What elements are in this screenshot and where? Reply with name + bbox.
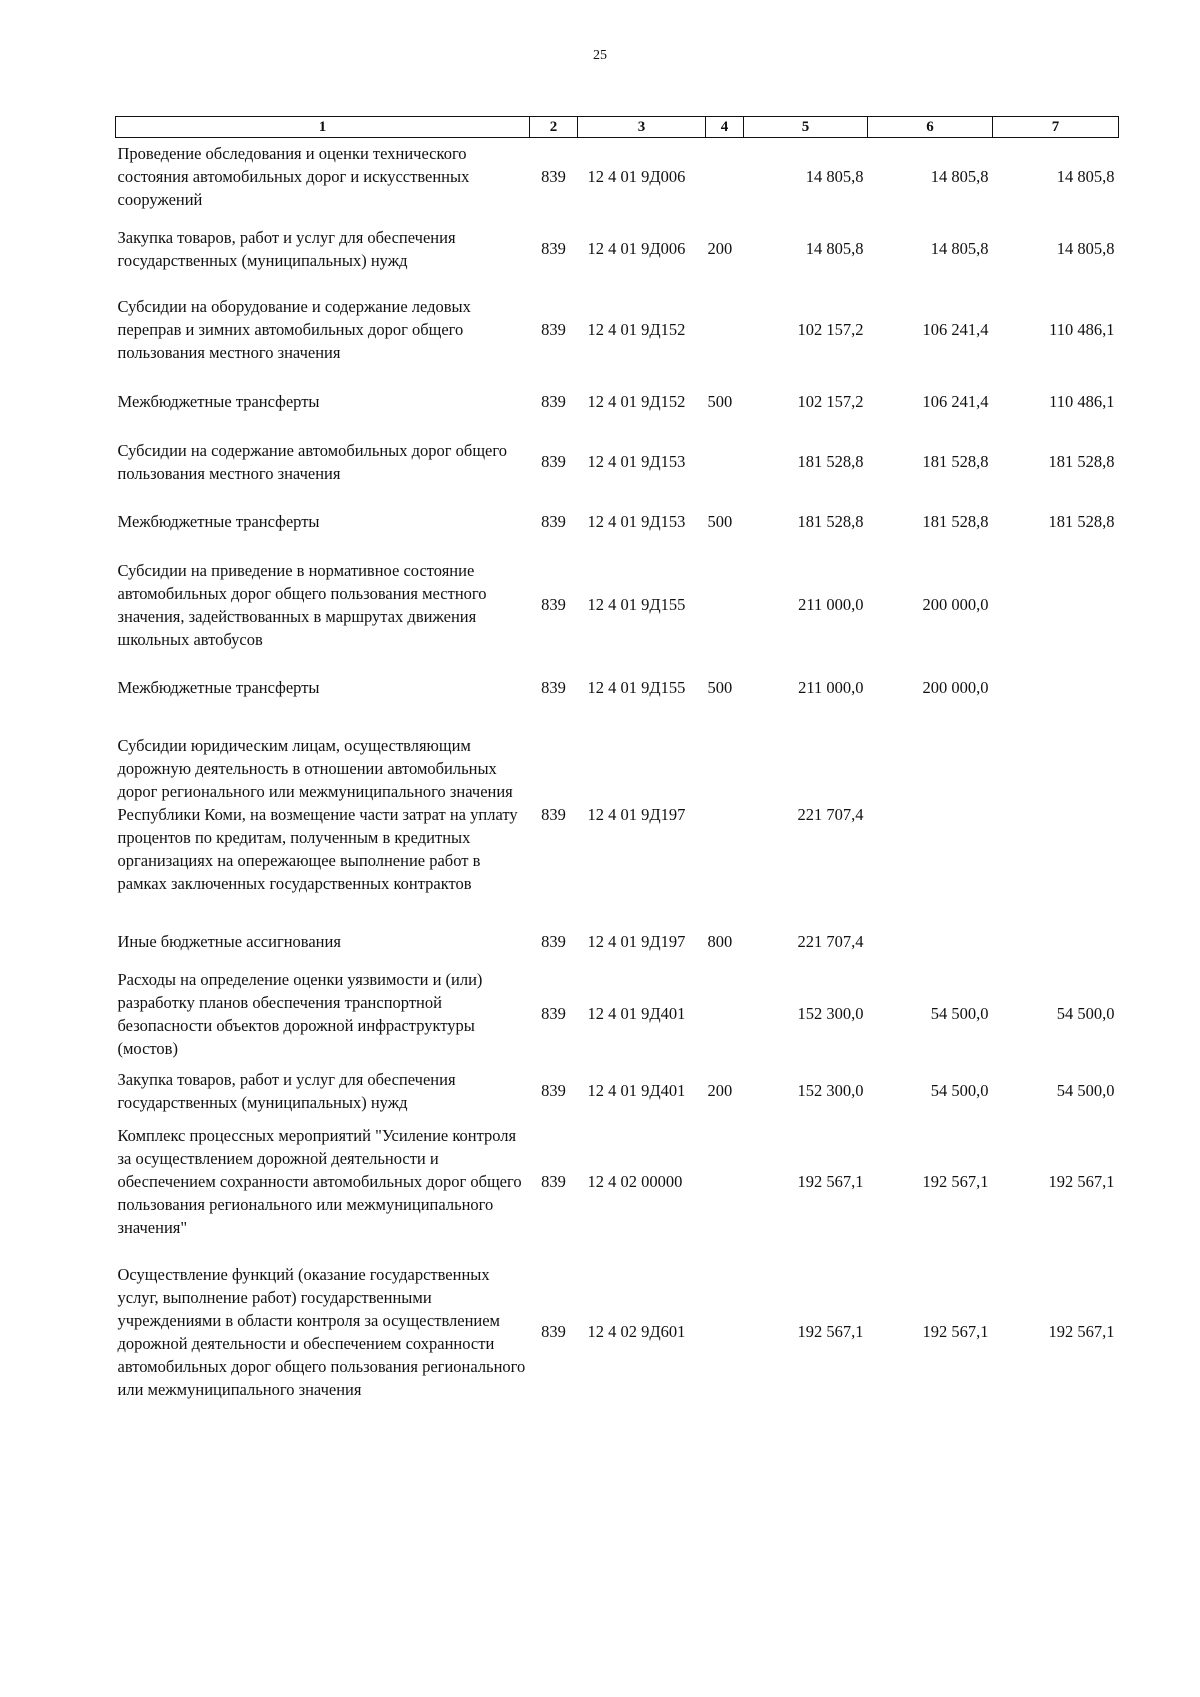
expense-type-cell: 200 bbox=[707, 1081, 733, 1100]
amount-year1-cell: 192 567,1 bbox=[797, 1172, 864, 1191]
gov-code-cell: 839 bbox=[541, 392, 566, 411]
header-row bbox=[116, 117, 1119, 138]
amount-year2-cell: 14 805,8 bbox=[930, 167, 989, 187]
gov-code-cell: 839 bbox=[541, 512, 566, 531]
amount-year2-cell: 181 528,8 bbox=[922, 512, 989, 531]
expense-type-cell bbox=[706, 138, 744, 216]
table-row bbox=[116, 966, 1119, 1062]
item-name-cell: Субсидии на приведение в нормативное состояние автомобильных дорог общего пользования местного значения, задействованных в маршрутах движения школьных автобусов bbox=[117, 560, 487, 649]
amount-year3-cell bbox=[993, 712, 1119, 918]
amount-year2-cell bbox=[868, 918, 993, 966]
page-number: 25 bbox=[593, 48, 607, 63]
table-row bbox=[116, 1120, 1119, 1244]
amount-year3-cell: 181 528,8 bbox=[1048, 512, 1115, 531]
amount-year3-cell: 54 500,0 bbox=[1056, 1081, 1115, 1100]
gov-code-cell: 839 bbox=[541, 1172, 566, 1191]
amount-year2-cell: 106 241,4 bbox=[922, 392, 989, 411]
amount-year1-cell: 192 567,1 bbox=[797, 1322, 864, 1341]
amount-year2-cell: 192 567,1 bbox=[922, 1322, 989, 1341]
budget-table bbox=[115, 116, 1119, 1420]
gov-code-cell: 839 bbox=[541, 595, 566, 614]
item-name-cell: Субсидии юридическим лицам, осуществляющим дорожную деятельность в отношении автомобильных дорог регионального или межмуниципального значения Республики Коми, на возмещение части затрат на уплату процентов по кредитам, полученным в кредитных организациях на опережающее выполнение работ в рамках заключенных государственных контрактов bbox=[117, 736, 518, 893]
expense-type-cell bbox=[706, 282, 744, 378]
amount-year1-cell: 211 000,0 bbox=[798, 595, 864, 614]
expense-type-cell bbox=[706, 546, 744, 664]
item-name-cell: Закупка товаров, работ и услуг для обеспечения государственных (муниципальных) нужд bbox=[117, 227, 456, 270]
amount-year3-cell: 110 486,1 bbox=[1049, 392, 1115, 411]
amount-year1-cell: 181 528,8 bbox=[797, 452, 864, 471]
gov-code-cell: 839 bbox=[541, 167, 566, 187]
item-name-cell: Межбюджетные трансферты bbox=[117, 392, 320, 411]
amount-year3-cell: 14 805,8 bbox=[1056, 239, 1115, 258]
gov-code-cell: 839 bbox=[541, 239, 566, 258]
target-article-cell: 12 4 01 9Д153 bbox=[587, 512, 686, 531]
item-name-cell: Закупка товаров, работ и услуг для обеспечения государственных (муниципальных) нужд bbox=[117, 1069, 456, 1112]
table-row bbox=[116, 426, 1119, 498]
target-article-cell: 12 4 01 9Д153 bbox=[587, 452, 686, 471]
expense-type-cell bbox=[706, 1244, 744, 1420]
amount-year2-cell: 181 528,8 bbox=[922, 452, 989, 471]
header-col-5: 5 bbox=[744, 117, 868, 138]
header-col-2: 2 bbox=[530, 117, 578, 138]
table-row bbox=[116, 216, 1119, 282]
gov-code-cell: 839 bbox=[541, 805, 566, 824]
expense-type-cell: 200 bbox=[707, 239, 733, 258]
gov-code-cell: 839 bbox=[541, 1081, 566, 1100]
amount-year3-cell: 54 500,0 bbox=[1056, 1004, 1115, 1023]
table-row bbox=[116, 1062, 1119, 1120]
gov-code-cell: 839 bbox=[541, 1322, 566, 1341]
amount-year3-cell: 14 805,8 bbox=[1056, 167, 1115, 187]
expense-type-cell: 500 bbox=[707, 512, 733, 531]
amount-year3-cell bbox=[993, 918, 1119, 966]
gov-code-cell: 839 bbox=[541, 932, 566, 951]
table-row bbox=[116, 918, 1119, 966]
header-col-6: 6 bbox=[868, 117, 993, 138]
amount-year2-cell: 200 000,0 bbox=[922, 678, 989, 697]
item-name-cell: Иные бюджетные ассигнования bbox=[117, 932, 341, 951]
item-name-cell: Межбюджетные трансферты bbox=[117, 512, 320, 531]
amount-year3-cell bbox=[993, 546, 1119, 664]
item-name-cell: Осуществление функций (оказание государственных услуг, выполнение работ) государственными учреждениями в области контроля за осуществлением дорожной деятельности и обеспечением сохранности автомобильных дорог общего пользования регионального или межмуниципального значения bbox=[117, 1264, 526, 1399]
gov-code-cell: 839 bbox=[541, 320, 566, 339]
item-name-cell: Субсидии на оборудование и содержание ледовых переправ и зимних автомобильных дорог общего пользования местного значения bbox=[117, 297, 471, 362]
amount-year1-cell: 102 157,2 bbox=[797, 320, 864, 339]
expense-type-cell: 500 bbox=[707, 392, 733, 411]
amount-year3-cell: 181 528,8 bbox=[1048, 452, 1115, 471]
amount-year2-cell: 200 000,0 bbox=[922, 595, 989, 614]
expense-type-cell: 500 bbox=[707, 678, 733, 697]
amount-year1-cell: 14 805,8 bbox=[805, 239, 864, 258]
table-row bbox=[116, 282, 1119, 378]
gov-code-cell: 839 bbox=[541, 678, 566, 697]
amount-year1-cell: 152 300,0 bbox=[797, 1004, 864, 1023]
target-article-cell: 12 4 01 9Д197 bbox=[587, 932, 686, 951]
amount-year2-cell bbox=[868, 712, 993, 918]
expense-type-cell bbox=[706, 1120, 744, 1244]
amount-year2-cell: 106 241,4 bbox=[922, 320, 989, 339]
header-col-3: 3 bbox=[578, 117, 706, 138]
expense-type-cell bbox=[706, 966, 744, 1062]
table-header bbox=[116, 117, 1119, 138]
amount-year2-cell: 54 500,0 bbox=[930, 1004, 989, 1023]
expense-type-cell bbox=[706, 712, 744, 918]
target-article-cell: 12 4 01 9Д152 bbox=[587, 320, 686, 339]
amount-year2-cell: 54 500,0 bbox=[930, 1081, 989, 1100]
item-name-cell: Комплекс процессных мероприятий "Усиление контроля за осуществлением дорожной деятельности и обеспечением сохранности автомобильных дорог общего пользования регионального или межмуниципального значения" bbox=[117, 1126, 522, 1237]
table-row bbox=[116, 712, 1119, 918]
table-row bbox=[116, 664, 1119, 712]
target-article-cell: 12 4 02 9Д601 bbox=[587, 1322, 686, 1341]
amount-year3-cell: 192 567,1 bbox=[1048, 1322, 1115, 1341]
amount-year1-cell: 221 707,4 bbox=[797, 932, 864, 951]
amount-year1-cell: 211 000,0 bbox=[798, 678, 864, 697]
expense-type-cell bbox=[706, 426, 744, 498]
target-article-cell: 12 4 01 9Д197 bbox=[587, 805, 686, 824]
target-article-cell: 12 4 02 00000 bbox=[587, 1172, 683, 1191]
gov-code-cell: 839 bbox=[541, 452, 566, 471]
table-row bbox=[116, 546, 1119, 664]
amount-year2-cell: 14 805,8 bbox=[930, 239, 989, 258]
amount-year1-cell: 102 157,2 bbox=[797, 392, 864, 411]
amount-year3-cell: 110 486,1 bbox=[1049, 320, 1115, 339]
target-article-cell: 12 4 01 9Д006 bbox=[587, 167, 686, 187]
table-body bbox=[116, 138, 1119, 1420]
target-article-cell: 12 4 01 9Д401 bbox=[587, 1004, 686, 1023]
expense-type-cell: 800 bbox=[707, 932, 733, 951]
header-col-1: 1 bbox=[116, 117, 530, 138]
item-name-cell: Проведение обследования и оценки технического состояния автомобильных дорог и искусственных сооружений bbox=[117, 144, 470, 210]
item-name-cell: Расходы на определение оценки уязвимости и (или) разработку планов обеспечения транспортной безопасности объектов дорожной инфраструктуры (мостов) bbox=[117, 969, 483, 1058]
amount-year1-cell: 14 805,8 bbox=[805, 167, 864, 187]
table-row bbox=[116, 1244, 1119, 1420]
amount-year1-cell: 152 300,0 bbox=[797, 1081, 864, 1100]
item-name-cell: Субсидии на содержание автомобильных дорог общего пользования местного значения bbox=[117, 440, 507, 483]
target-article-cell: 12 4 01 9Д006 bbox=[587, 239, 686, 258]
header-col-4: 4 bbox=[706, 117, 744, 138]
amount-year1-cell: 181 528,8 bbox=[797, 512, 864, 531]
amount-year3-cell: 192 567,1 bbox=[1048, 1172, 1115, 1191]
target-article-cell: 12 4 01 9Д152 bbox=[587, 392, 686, 411]
amount-year2-cell: 192 567,1 bbox=[922, 1172, 989, 1191]
gov-code-cell: 839 bbox=[541, 1004, 566, 1023]
item-name-cell: Межбюджетные трансферты bbox=[117, 678, 320, 697]
target-article-cell: 12 4 01 9Д155 bbox=[587, 595, 686, 614]
target-article-cell: 12 4 01 9Д401 bbox=[587, 1081, 686, 1100]
amount-year3-cell bbox=[993, 664, 1119, 712]
table-row bbox=[116, 378, 1119, 426]
table-row bbox=[116, 498, 1119, 546]
header-col-7: 7 bbox=[993, 117, 1119, 138]
amount-year1-cell: 221 707,4 bbox=[797, 805, 864, 824]
target-article-cell: 12 4 01 9Д155 bbox=[587, 678, 686, 697]
table-row bbox=[116, 138, 1119, 216]
